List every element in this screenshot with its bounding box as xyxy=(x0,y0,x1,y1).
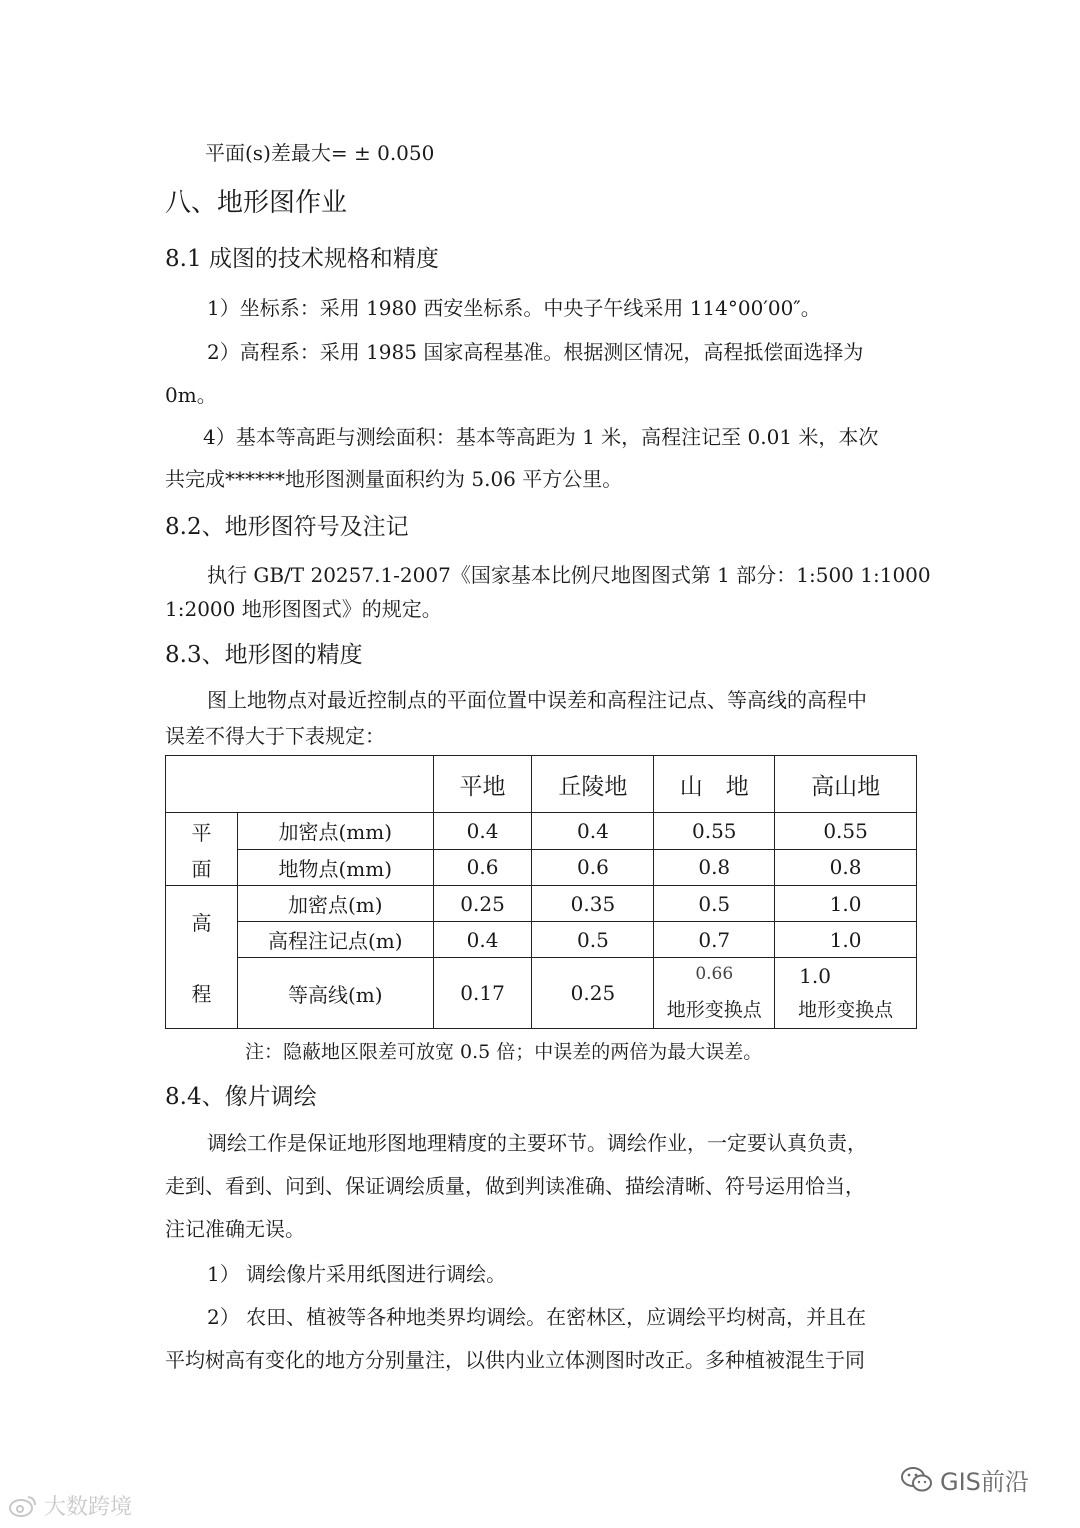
section-heading-eight: 八、地形图作业 xyxy=(165,188,348,218)
table-cell: 0.8 xyxy=(654,849,775,886)
table-cell: 0.5 xyxy=(532,922,654,958)
group-plane-char: 平 xyxy=(191,820,212,845)
table-cell-contour-high xyxy=(775,958,917,1029)
watermark-right-text: GIS前沿 xyxy=(940,1468,1029,1496)
paragraph-height-b: 0m。 xyxy=(165,383,217,407)
table-header-row xyxy=(166,756,917,813)
section-heading-8-1: 8.1 成图的技术规格和精度 xyxy=(165,246,439,272)
watermark-left xyxy=(8,1490,132,1521)
table-cell: 0.7 xyxy=(654,922,775,958)
header-hilly: 丘陵地 xyxy=(532,756,654,813)
contour-high-value: 1.0 xyxy=(799,964,831,988)
paragraph-coordinate: 1）坐标系：采用 1980 西安坐标系。中央子午线采用 114°00′00″。 xyxy=(207,296,821,320)
paragraph-annotation-c: 注记准确无误。 xyxy=(165,1217,305,1241)
paragraph-precision-a: 图上地物点对最近控制点的平面位置中误差和高程注记点、等高线的高程中 xyxy=(207,688,867,712)
section-heading-8-2: 8.2、地形图符号及注记 xyxy=(165,514,409,540)
table-cell: 0.4 xyxy=(532,813,654,850)
paragraph-precision-b: 误差不得大于下表规定： xyxy=(165,724,385,748)
table-cell: 0.55 xyxy=(775,813,917,850)
row-label: 地物点(mm) xyxy=(237,849,433,886)
list-item-2a: 2） 农田、植被等各种地类界均调绘。在密林区，应调绘平均树高，并且在 xyxy=(207,1305,867,1329)
row-label: 加密点(mm) xyxy=(237,813,433,850)
paragraph-annotation-a: 调绘工作是保证地形图地理精度的主要环节。调绘作业，一定要认真负责， xyxy=(207,1131,867,1155)
table-cell: 0.6 xyxy=(433,849,532,886)
contour-mountain-note: 地形变换点 xyxy=(666,999,762,1021)
table-row xyxy=(166,813,917,850)
header-mountain: 山 地 xyxy=(654,756,775,813)
table-cell: 0.6 xyxy=(532,849,654,886)
table-cell: 0.8 xyxy=(775,849,917,886)
row-label: 加密点(m) xyxy=(237,886,433,922)
group-height-char: 程 xyxy=(191,982,212,1006)
contour-high-note: 地形变换点 xyxy=(798,999,894,1021)
table-cell: 0.17 xyxy=(433,958,532,1029)
group-plane xyxy=(166,813,238,886)
row-label: 等高线(m) xyxy=(237,958,433,1029)
paragraph-contour-a: 4）基本等高距与测绘面积：基本等高距为 1 米，高程注记至 0.01 米，本次 xyxy=(203,425,879,449)
row-label: 高程注记点(m) xyxy=(237,922,433,958)
table-cell: 0.4 xyxy=(433,922,532,958)
table-cell: 0.5 xyxy=(654,886,775,922)
precision-table xyxy=(165,755,917,1029)
weibo-icon xyxy=(8,1494,38,1518)
table-note: 注：隐蔽地区限差可放宽 0.5 倍；中误差的两倍为最大误差。 xyxy=(245,1041,763,1063)
table-cell: 0.35 xyxy=(532,886,654,922)
group-height xyxy=(166,886,238,1029)
table-cell: 0.55 xyxy=(654,813,775,850)
section-heading-8-3: 8.3、地形图的精度 xyxy=(165,642,363,668)
table-cell: 0.25 xyxy=(532,958,654,1029)
plane-diff-line: 平面(s)差最大= ± 0.050 xyxy=(205,141,435,165)
table-row xyxy=(166,886,917,922)
group-height-char: 高 xyxy=(191,911,212,935)
table-cell: 1.0 xyxy=(775,922,917,958)
header-flat: 平地 xyxy=(433,756,532,813)
paragraph-contour-b: 共完成******地形图测量面积约为 5.06 平方公里。 xyxy=(165,467,623,491)
paragraph-height-a: 2）高程系：采用 1985 国家高程基准。根据测区情况，高程抵偿面选择为 xyxy=(207,340,864,364)
table-corner-cell xyxy=(166,756,434,813)
table-row xyxy=(166,958,917,1029)
list-item-2b: 平均树高有变化的地方分别量注，以供内业立体测图时改正。多种植被混生于同 xyxy=(165,1348,865,1372)
table-cell: 1.0 xyxy=(775,886,917,922)
paragraph-annotation-b: 走到、看到、问到、保证调绘质量，做到判读准确、描绘清晰、符号运用恰当， xyxy=(165,1174,865,1198)
table-cell-contour-mountain xyxy=(654,958,775,1029)
header-high-mountain: 高山地 xyxy=(775,756,917,813)
table-row xyxy=(166,922,917,958)
table-cell: 0.4 xyxy=(433,813,532,850)
paragraph-standard-b: 1:2000 地形图图式》的规定。 xyxy=(165,597,442,621)
group-plane-char: 面 xyxy=(191,856,212,881)
table-row xyxy=(166,849,917,886)
watermark-left-text: 大数跨境 xyxy=(44,1495,133,1520)
list-item-1: 1） 调绘像片采用纸图进行调绘。 xyxy=(207,1262,507,1286)
section-heading-8-4: 8.4、像片调绘 xyxy=(165,1084,317,1110)
contour-mountain-value: 0.66 xyxy=(695,964,734,984)
wechat-icon xyxy=(900,1466,934,1494)
table-cell: 0.25 xyxy=(433,886,532,922)
paragraph-standard-a: 执行 GB/T 20257.1-2007《国家基本比例尺地图图式第 1 部分：1:500 1:1000 xyxy=(207,563,931,587)
watermark-right xyxy=(900,1462,1029,1497)
